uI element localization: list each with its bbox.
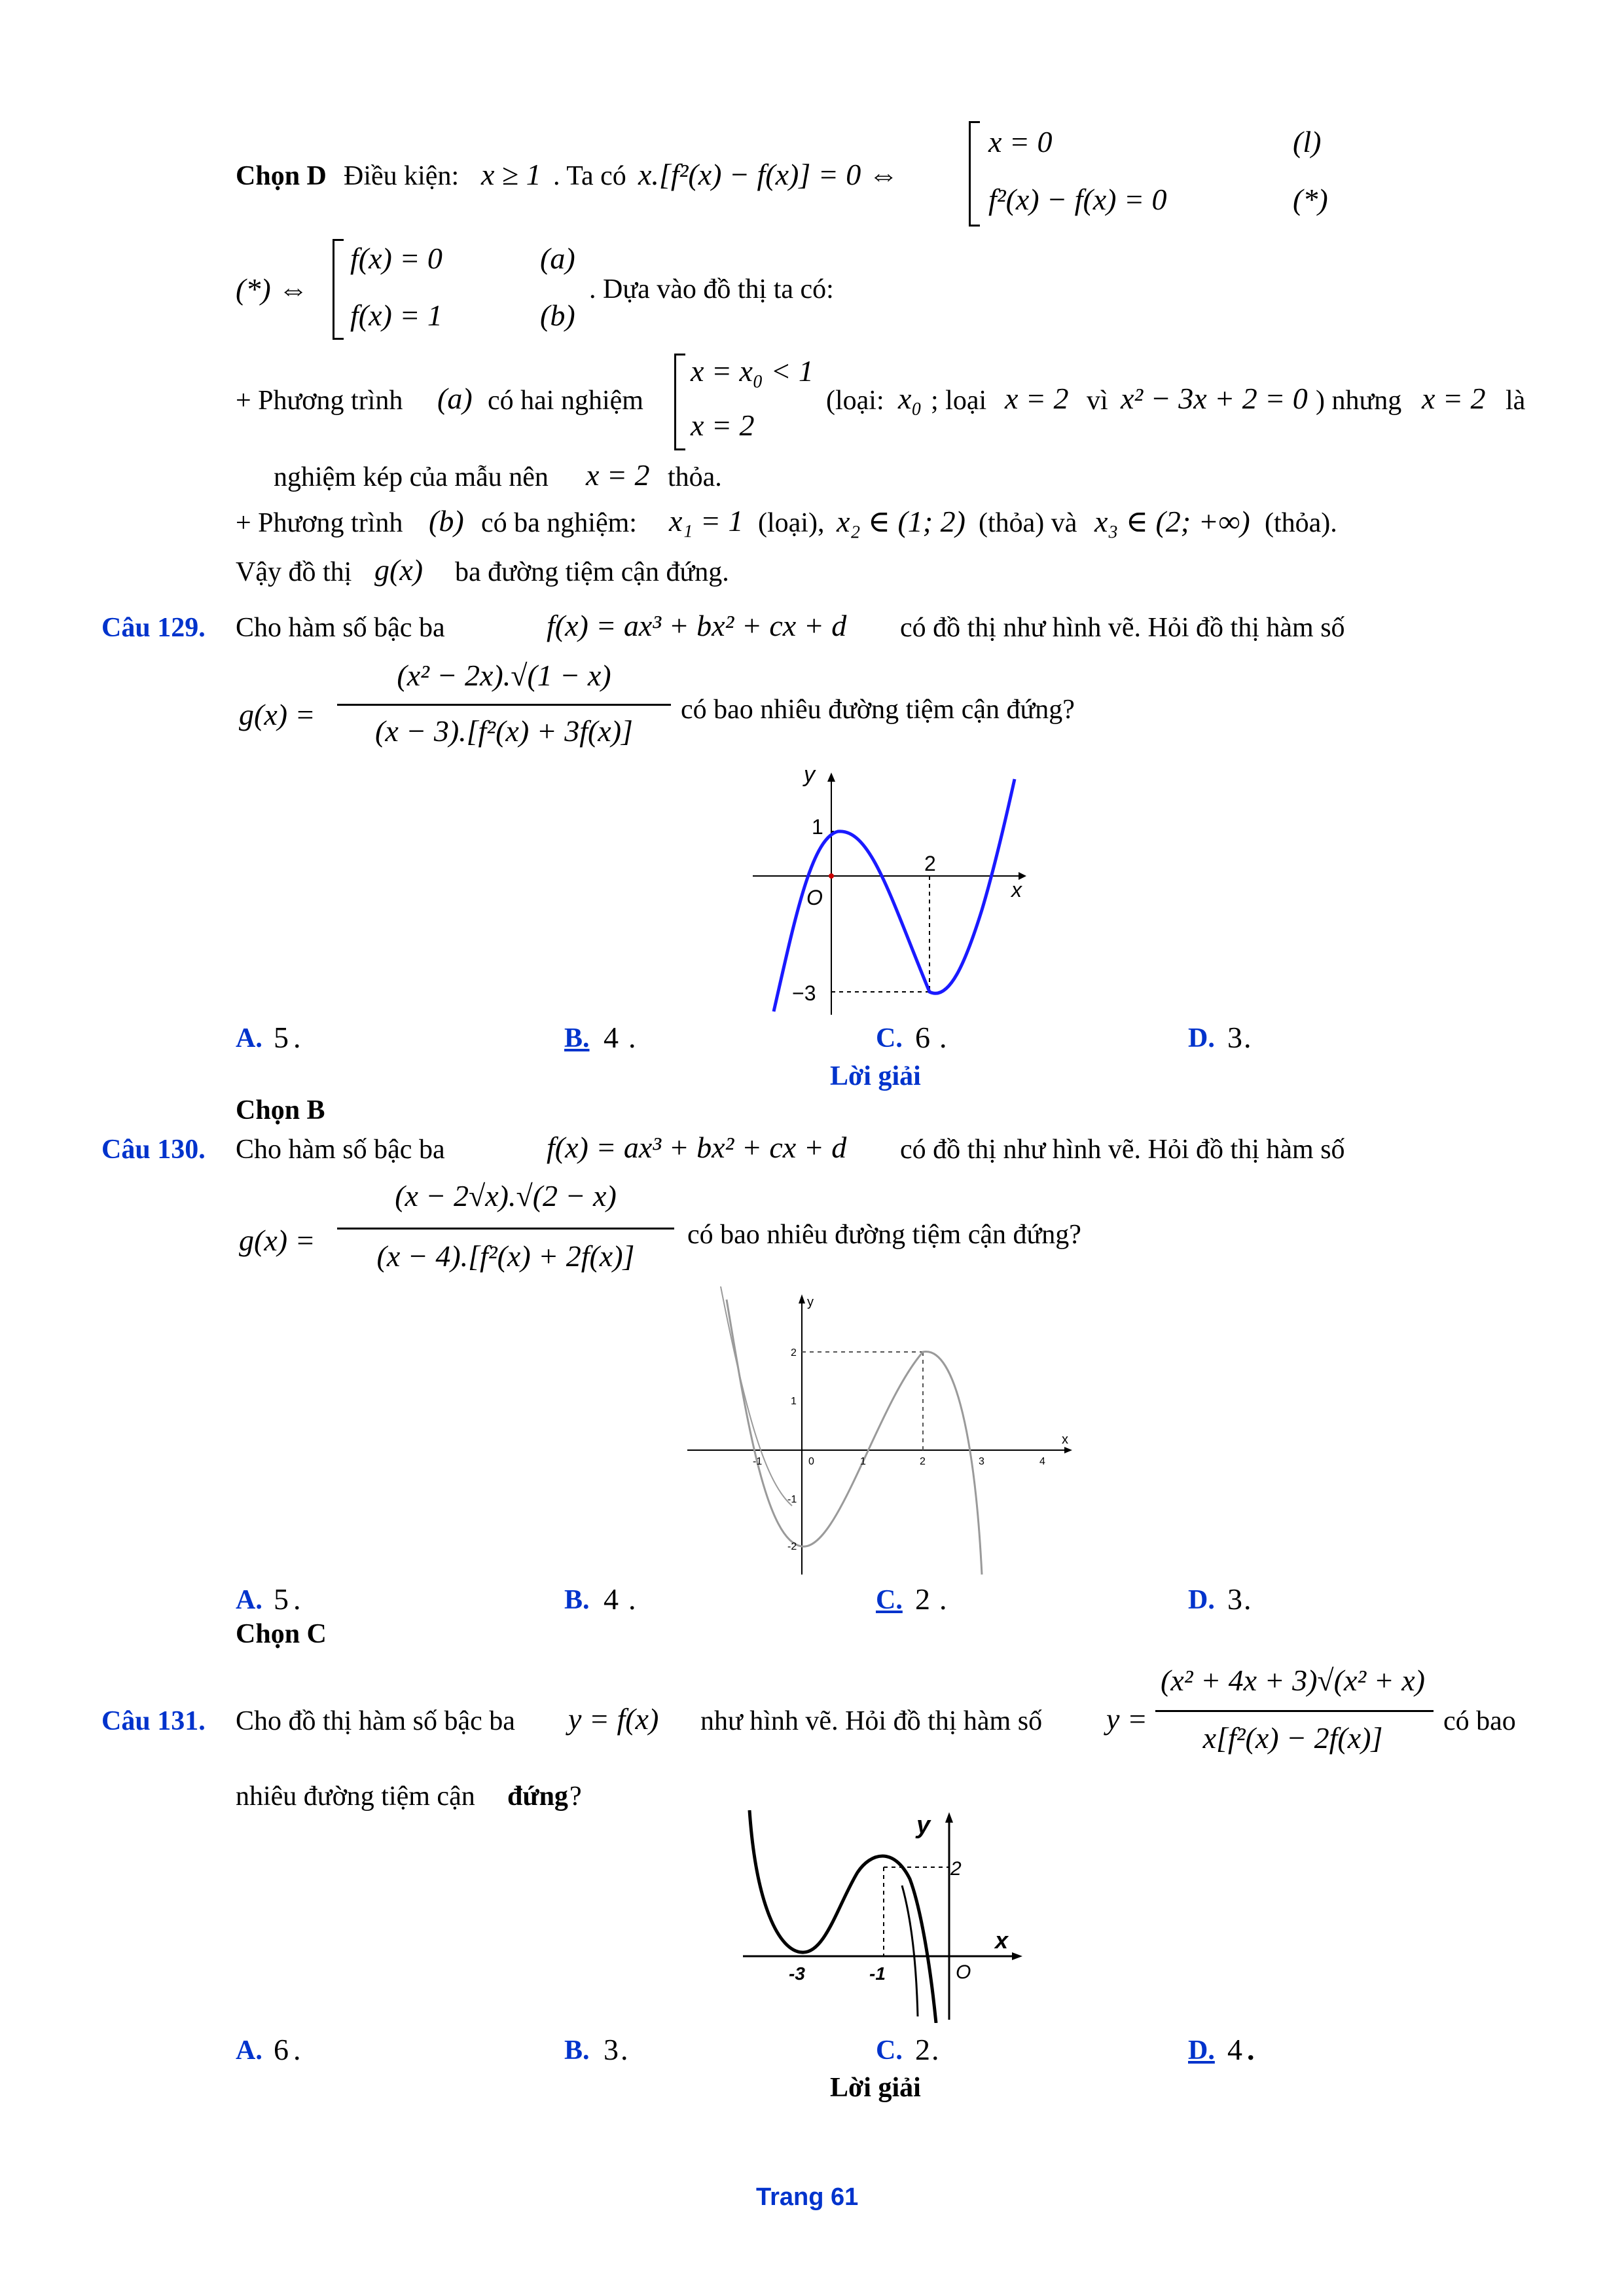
question-label: Câu 129. xyxy=(101,613,206,643)
tick-xm3: -3 xyxy=(789,1963,805,1984)
option-b-dot: . xyxy=(628,1021,636,1054)
pt-b-x3: x₃ ∈ (2; +∞) xyxy=(1094,505,1250,538)
loi-giai-heading: Lời giải xyxy=(830,2073,921,2103)
question-text-2: có đồ thị như hình vẽ. Hỏi đồ thị hàm số xyxy=(900,1135,1345,1165)
system1-row1: x = 0 xyxy=(988,125,1053,158)
dieu-kien-text: Điều kiện: xyxy=(344,161,460,191)
function-def: f(x) = ax³ + bx² + cx + d xyxy=(547,609,847,642)
nghiem-kep-text: nghiệm kép của mẫu nên xyxy=(274,462,549,492)
pt-a-loai2: ; loại xyxy=(931,386,987,416)
tick-y2: 2 xyxy=(950,1858,962,1880)
pt-a-x2b: x = 2 xyxy=(1422,382,1486,415)
option-c-value: 6 xyxy=(915,1021,930,1054)
loi-giai-heading: Lời giải xyxy=(830,1061,921,1091)
conclusion-b: ba đường tiệm cận đứng. xyxy=(455,557,729,587)
pt-a-vi: vì xyxy=(1087,386,1108,416)
denominator: (x − 3).[f²(x) + 3f(x)] xyxy=(375,714,633,748)
nghiem-kep-x: x = 2 xyxy=(586,458,650,492)
numerator: (x² + 4x + 3)√(x² + x) xyxy=(1161,1664,1425,1697)
system1-row2: f²(x) − f(x) = 0 xyxy=(988,183,1167,216)
fraction-den xyxy=(337,1239,674,1273)
origin-dot xyxy=(829,873,834,879)
fraction-bar xyxy=(337,704,671,706)
tick-y1: 1 xyxy=(791,1396,797,1407)
option-b-dot: . xyxy=(621,2033,628,2066)
pt-a-x0: x₀ xyxy=(898,382,922,415)
tick-x0: 0 xyxy=(808,1456,814,1467)
tick-y1: 1 xyxy=(812,815,823,839)
x-axis-arrow xyxy=(1012,1952,1022,1960)
x-axis-label: x xyxy=(1062,1432,1068,1447)
bracket-system-3 xyxy=(674,354,685,450)
pt-a-eq: x² − 3x + 2 = 0 xyxy=(1121,382,1308,415)
x-axis-label: x xyxy=(995,1927,1009,1954)
cubic-curve-1 xyxy=(727,1300,982,1575)
star-equiv: (*) ⇔ xyxy=(236,272,309,306)
option-d-key[interactable]: D. xyxy=(1188,2035,1215,2066)
x-axis-arrow xyxy=(1064,1447,1072,1453)
system1-row2-tag: (*) xyxy=(1293,183,1328,216)
fraction xyxy=(337,1178,674,1218)
option-b-value: 3 xyxy=(604,2033,619,2066)
pt-b-thoa: (thỏa) và xyxy=(979,508,1077,538)
option-c-dot: . xyxy=(939,1582,947,1616)
y-axis-label: y xyxy=(807,1295,814,1309)
chon-answer: Chọn C xyxy=(236,1619,327,1649)
bracket-system-1 xyxy=(969,121,980,227)
option-a-dot: . xyxy=(293,1021,301,1054)
fraction-den xyxy=(1152,1721,1434,1755)
fraction xyxy=(337,658,671,697)
question-text-3: có bao nhiêu đường tiệm cận đứng? xyxy=(681,695,1075,725)
option-c-key[interactable]: C. xyxy=(876,1023,903,1053)
question-text-1: Cho đồ thị hàm số bậc ba xyxy=(236,1706,515,1736)
option-a-key[interactable]: A. xyxy=(236,1023,262,1053)
option-d-key[interactable]: D. xyxy=(1188,1023,1215,1053)
question-text-2: như hình vẽ. Hỏi đồ thị hàm số xyxy=(700,1706,1043,1736)
dua-vao-text: . Dựa vào đồ thị ta có: xyxy=(589,274,834,304)
numerator: (x² − 2x).√(1 − x) xyxy=(397,659,611,692)
fraction xyxy=(1152,1663,1434,1702)
option-c-value: 2 xyxy=(915,1582,930,1616)
pt-a-loai: (loại: xyxy=(826,386,884,416)
tick-x2: 2 xyxy=(924,852,936,875)
system1-row1-tag: (l) xyxy=(1293,125,1322,158)
fraction-den xyxy=(337,714,671,748)
tick-ym2: -2 xyxy=(787,1541,797,1552)
tick-xm1: -1 xyxy=(753,1456,763,1467)
y-lhs: y = xyxy=(1106,1702,1147,1736)
option-a-key[interactable]: A. xyxy=(236,2035,262,2066)
option-c-key[interactable]: C. xyxy=(876,2035,903,2066)
option-b-key[interactable]: B. xyxy=(564,2035,590,2066)
option-b-key[interactable]: B. xyxy=(564,1023,590,1053)
option-b-key[interactable]: B. xyxy=(564,1585,590,1615)
fraction-bar xyxy=(337,1228,674,1230)
option-d-value: 3 xyxy=(1227,1582,1242,1616)
question-label: Câu 130. xyxy=(101,1135,206,1165)
pt-a-mid: có hai nghiệm xyxy=(488,386,643,416)
tick-x1: 1 xyxy=(860,1456,866,1467)
pt-a-var: (a) xyxy=(437,382,473,415)
numerator: (x − 2√x).√(2 − x) xyxy=(395,1179,617,1212)
condition-expr: x ≥ 1 xyxy=(481,158,541,191)
tick-ym3: −3 xyxy=(792,981,816,1005)
question-text-4a: nhiêu đường tiệm cận xyxy=(236,1781,475,1812)
option-d-dot: . xyxy=(1244,1582,1252,1616)
y-axis-label: y xyxy=(804,766,815,787)
pt-b-var: (b) xyxy=(429,504,464,538)
denominator: (x − 4).[f²(x) + 2f(x)] xyxy=(376,1239,635,1273)
tick-x2: 2 xyxy=(920,1456,926,1467)
function-def: f(x) = ax³ + bx² + cx + d xyxy=(547,1131,847,1164)
tick-xm1: -1 xyxy=(869,1963,886,1984)
y-axis-arrow xyxy=(827,773,835,782)
y-axis-arrow xyxy=(945,1812,953,1823)
option-b-value: 4 xyxy=(604,1021,619,1054)
tick-x4: 4 xyxy=(1039,1456,1045,1467)
option-a-dot: . xyxy=(293,1582,301,1616)
origin-label: O xyxy=(956,1961,971,1983)
conclusion-g: g(x) xyxy=(374,553,424,587)
pt-b-mid: có ba nghiệm: xyxy=(481,508,637,538)
option-d-key[interactable]: D. xyxy=(1188,1585,1215,1615)
g-lhs: g(x) = xyxy=(239,698,316,731)
chon-answer: Chọn B xyxy=(236,1095,325,1125)
option-a-value: 5 xyxy=(274,1582,289,1616)
graph-131 xyxy=(740,1807,1034,2023)
pt-a-x2: x = 2 xyxy=(1005,382,1069,415)
option-d-dot: . xyxy=(1247,2033,1255,2066)
question-text-1: Cho hàm số bậc ba xyxy=(236,613,445,643)
thoa-text: thỏa. xyxy=(668,462,722,492)
main-equation: x.[f²(x) − f(x)] = 0 ⇔ xyxy=(638,158,899,191)
g-lhs: g(x) = xyxy=(239,1224,316,1257)
question-label: Câu 131. xyxy=(101,1706,206,1736)
question-text-1: Cho hàm số bậc ba xyxy=(236,1135,445,1165)
question-text-3: có bao xyxy=(1443,1706,1516,1736)
tick-x3: 3 xyxy=(979,1456,984,1467)
function-def: y = f(x) xyxy=(568,1702,659,1736)
system3-row1: x = x₀ < 1 xyxy=(691,354,814,388)
tick-y2: 2 xyxy=(791,1347,797,1358)
pt-b-prefix: + Phương trình xyxy=(236,508,403,538)
option-b-value: 4 xyxy=(604,1582,619,1616)
y-axis-label: y xyxy=(916,1812,931,1839)
denominator: x[f²(x) − 2f(x)] xyxy=(1202,1721,1383,1755)
option-d-value: 3 xyxy=(1227,1021,1242,1054)
option-c-dot: . xyxy=(931,2033,939,2066)
option-c-dot: . xyxy=(939,1021,947,1054)
pt-b-thoa2: (thỏa). xyxy=(1265,508,1337,538)
question-text-4c: ? xyxy=(569,1781,582,1812)
chon-label: Chọn D xyxy=(236,161,327,191)
ta-co-text: . Ta có xyxy=(553,161,626,191)
x-axis-label: x xyxy=(1011,878,1022,902)
system2-row2-tag: (b) xyxy=(540,299,575,332)
pt-b-x2: x₂ ∈ (1; 2) xyxy=(837,505,965,538)
option-d-dot: . xyxy=(1244,1021,1252,1054)
option-a-value: 6 xyxy=(274,2033,289,2066)
bracket-system-2 xyxy=(333,239,344,340)
question-text-4b: đứng xyxy=(507,1781,568,1812)
graph-129 xyxy=(733,766,1047,1021)
option-a-value: 5 xyxy=(274,1021,289,1054)
option-a-key[interactable]: A. xyxy=(236,1585,262,1615)
option-a-dot: . xyxy=(293,2033,301,2066)
pt-b-x1: x₁ = 1 xyxy=(669,504,744,538)
system3-row2: x = 2 xyxy=(691,409,755,442)
option-d-value: 4 xyxy=(1227,2033,1242,2066)
system2-row1-tag: (a) xyxy=(540,242,575,275)
pt-a-nhung: ) nhưng xyxy=(1316,386,1402,416)
question-text-2: có đồ thị như hình vẽ. Hỏi đồ thị hàm số xyxy=(900,613,1345,643)
pt-a-prefix: + Phương trình xyxy=(236,386,403,416)
y-axis-arrow xyxy=(799,1294,805,1303)
question-text-3: có bao nhiêu đường tiệm cận đứng? xyxy=(687,1220,1081,1250)
graph-130 xyxy=(681,1286,1074,1581)
conclusion-a: Vậy đồ thị xyxy=(236,557,352,587)
pt-a-la: là xyxy=(1506,386,1526,416)
page-number: Trang 61 xyxy=(756,2183,859,2211)
tick-ym1: -1 xyxy=(787,1494,797,1505)
option-c-key[interactable]: C. xyxy=(876,1585,903,1615)
system2-row2: f(x) = 1 xyxy=(350,299,442,332)
fraction-bar xyxy=(1155,1710,1434,1712)
system2-row1: f(x) = 0 xyxy=(350,242,442,275)
option-b-dot: . xyxy=(628,1582,636,1616)
pt-b-loai: (loại), xyxy=(758,508,825,538)
option-c-value: 2 xyxy=(915,2033,930,2066)
origin-label: O xyxy=(806,886,823,909)
